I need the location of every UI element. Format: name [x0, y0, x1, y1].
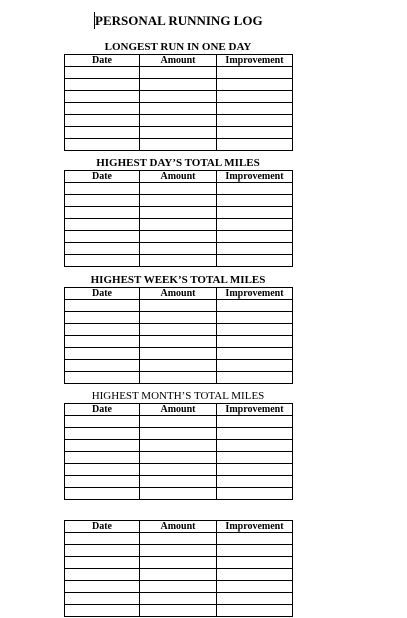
column-header-improvement: Improvement [217, 288, 293, 300]
column-header-amount: Amount [140, 288, 217, 300]
table-row [65, 115, 293, 127]
table-cell[interactable] [65, 127, 140, 139]
table-cell[interactable] [140, 91, 217, 103]
table-cell[interactable] [217, 231, 293, 243]
table-cell[interactable] [65, 255, 140, 267]
column-header-improvement: Improvement [217, 171, 293, 183]
table-cell[interactable] [217, 605, 293, 617]
table-cell[interactable] [65, 103, 140, 115]
table-row [65, 139, 293, 151]
table-cell[interactable] [217, 103, 293, 115]
table-row [65, 312, 293, 324]
table-cell[interactable] [65, 115, 140, 127]
table-cell[interactable] [65, 372, 140, 384]
table-row [65, 416, 293, 428]
table-cell[interactable] [65, 183, 140, 195]
table-cell[interactable] [140, 557, 217, 569]
table-row [65, 569, 293, 581]
table-cell[interactable] [217, 139, 293, 151]
table-cell[interactable] [65, 300, 140, 312]
table-cell[interactable] [140, 348, 217, 360]
table-cell[interactable] [217, 581, 293, 593]
section-title: LONGEST RUN IN ONE DAY [104, 41, 252, 53]
table-row [65, 207, 293, 219]
table-header-row [65, 404, 293, 416]
table-cell[interactable] [140, 219, 217, 231]
table-row [65, 452, 293, 464]
table-cell[interactable] [140, 416, 217, 428]
table-cell[interactable] [140, 312, 217, 324]
table-cell[interactable] [65, 219, 140, 231]
table-cell[interactable] [217, 91, 293, 103]
table-cell[interactable] [217, 545, 293, 557]
table-cell[interactable] [217, 569, 293, 581]
table-row [65, 545, 293, 557]
table-cell[interactable] [140, 593, 217, 605]
table-cell[interactable] [65, 533, 140, 545]
table-cell[interactable] [65, 195, 140, 207]
table-cell[interactable] [65, 416, 140, 428]
table-row [65, 127, 293, 139]
table-cell[interactable] [65, 428, 140, 440]
section-title: HIGHEST MONTH’S TOTAL MILES [91, 390, 265, 402]
table-cell[interactable] [140, 79, 217, 91]
table-row [65, 593, 293, 605]
log-table [64, 170, 293, 267]
table-cell[interactable] [140, 324, 217, 336]
table-cell[interactable] [140, 127, 217, 139]
table-cell[interactable] [65, 593, 140, 605]
table-cell[interactable] [65, 243, 140, 255]
column-header-amount: Amount [140, 404, 217, 416]
column-header-amount: Amount [140, 521, 217, 533]
table-cell[interactable] [217, 416, 293, 428]
table-cell[interactable] [140, 360, 217, 372]
table-row [65, 605, 293, 617]
table-cell[interactable] [140, 569, 217, 581]
table-cell[interactable] [140, 581, 217, 593]
log-table [64, 287, 293, 384]
table-cell[interactable] [217, 79, 293, 91]
table-cell[interactable] [217, 243, 293, 255]
table-cell[interactable] [65, 360, 140, 372]
table-row [65, 581, 293, 593]
table-row [65, 488, 293, 500]
table-cell[interactable] [140, 103, 217, 115]
table-cell[interactable] [217, 183, 293, 195]
table-row [65, 533, 293, 545]
table-header-row [65, 55, 293, 67]
table-cell[interactable] [140, 533, 217, 545]
column-header-date: Date [65, 171, 140, 183]
column-header-date: Date [65, 404, 140, 416]
table-cell[interactable] [217, 195, 293, 207]
column-header-amount: Amount [140, 171, 217, 183]
table-cell[interactable] [140, 372, 217, 384]
table-cell[interactable] [217, 440, 293, 452]
table-cell[interactable] [140, 488, 217, 500]
table-cell[interactable] [65, 581, 140, 593]
column-header-date: Date [65, 55, 140, 67]
log-table [64, 520, 293, 617]
log-table [64, 54, 293, 151]
table-cell[interactable] [217, 488, 293, 500]
table-row [65, 300, 293, 312]
table-cell[interactable] [65, 452, 140, 464]
table-cell[interactable] [217, 428, 293, 440]
table-cell[interactable] [217, 127, 293, 139]
table-row [65, 79, 293, 91]
table-cell[interactable] [65, 545, 140, 557]
table-cell[interactable] [217, 348, 293, 360]
table-row [65, 372, 293, 384]
table-cell[interactable] [65, 231, 140, 243]
table-row [65, 91, 293, 103]
table-row [65, 360, 293, 372]
table-cell[interactable] [65, 336, 140, 348]
table-cell[interactable] [140, 464, 217, 476]
table-cell[interactable] [65, 324, 140, 336]
table-cell[interactable] [140, 476, 217, 488]
table-cell[interactable] [65, 67, 140, 79]
section-title: HIGHEST DAY’S TOTAL MILES [96, 157, 260, 169]
table-cell[interactable] [217, 324, 293, 336]
column-header-date: Date [65, 288, 140, 300]
table-cell[interactable] [217, 360, 293, 372]
table-cell[interactable] [140, 605, 217, 617]
table-header-row [65, 171, 293, 183]
table-cell[interactable] [140, 139, 217, 151]
table-cell[interactable] [140, 207, 217, 219]
table-cell[interactable] [217, 533, 293, 545]
table-row [65, 440, 293, 452]
table-row [65, 428, 293, 440]
table-header-row [65, 288, 293, 300]
table-cell[interactable] [217, 300, 293, 312]
table-cell[interactable] [140, 255, 217, 267]
table-cell[interactable] [140, 300, 217, 312]
table-cell[interactable] [140, 231, 217, 243]
section-title: HIGHEST WEEK’S TOTAL MILES [90, 274, 266, 286]
table-cell[interactable] [65, 557, 140, 569]
table-cell[interactable] [217, 476, 293, 488]
table-cell[interactable] [217, 557, 293, 569]
table-cell[interactable] [217, 452, 293, 464]
table-cell[interactable] [65, 464, 140, 476]
table-cell[interactable] [217, 464, 293, 476]
column-header-amount: Amount [140, 55, 217, 67]
table-row [65, 464, 293, 476]
table-row [65, 336, 293, 348]
table-cell[interactable] [65, 488, 140, 500]
table-row [65, 219, 293, 231]
table-cell[interactable] [65, 440, 140, 452]
table-cell[interactable] [65, 207, 140, 219]
table-header-row [65, 521, 293, 533]
table-cell[interactable] [217, 255, 293, 267]
table-cell[interactable] [65, 605, 140, 617]
table-row [65, 324, 293, 336]
table-cell[interactable] [217, 372, 293, 384]
table-cell[interactable] [140, 452, 217, 464]
table-row [65, 67, 293, 79]
table-row [65, 557, 293, 569]
table-cell[interactable] [140, 428, 217, 440]
table-row [65, 255, 293, 267]
table-cell[interactable] [140, 195, 217, 207]
table-cell[interactable] [65, 79, 140, 91]
table-row [65, 103, 293, 115]
table-cell[interactable] [65, 348, 140, 360]
table-cell[interactable] [217, 593, 293, 605]
log-table [64, 403, 293, 500]
table-cell[interactable] [217, 115, 293, 127]
page-title: PERSONAL RUNNING LOG [95, 13, 263, 28]
table-cell[interactable] [140, 115, 217, 127]
table-cell[interactable] [217, 219, 293, 231]
column-header-improvement: Improvement [217, 55, 293, 67]
table-cell[interactable] [217, 336, 293, 348]
table-cell[interactable] [65, 569, 140, 581]
table-row [65, 183, 293, 195]
table-cell[interactable] [140, 545, 217, 557]
table-cell[interactable] [140, 183, 217, 195]
table-cell[interactable] [217, 67, 293, 79]
table-row [65, 195, 293, 207]
table-cell[interactable] [217, 312, 293, 324]
table-cell[interactable] [65, 312, 140, 324]
table-row [65, 243, 293, 255]
column-header-improvement: Improvement [217, 404, 293, 416]
column-header-date: Date [65, 521, 140, 533]
table-row [65, 476, 293, 488]
table-cell[interactable] [65, 476, 140, 488]
table-cell[interactable] [140, 336, 217, 348]
table-cell[interactable] [140, 67, 217, 79]
table-cell[interactable] [65, 91, 140, 103]
table-row [65, 348, 293, 360]
table-row [65, 231, 293, 243]
table-cell[interactable] [140, 243, 217, 255]
table-cell[interactable] [140, 440, 217, 452]
column-header-improvement: Improvement [217, 521, 293, 533]
table-cell[interactable] [65, 139, 140, 151]
table-cell[interactable] [217, 207, 293, 219]
